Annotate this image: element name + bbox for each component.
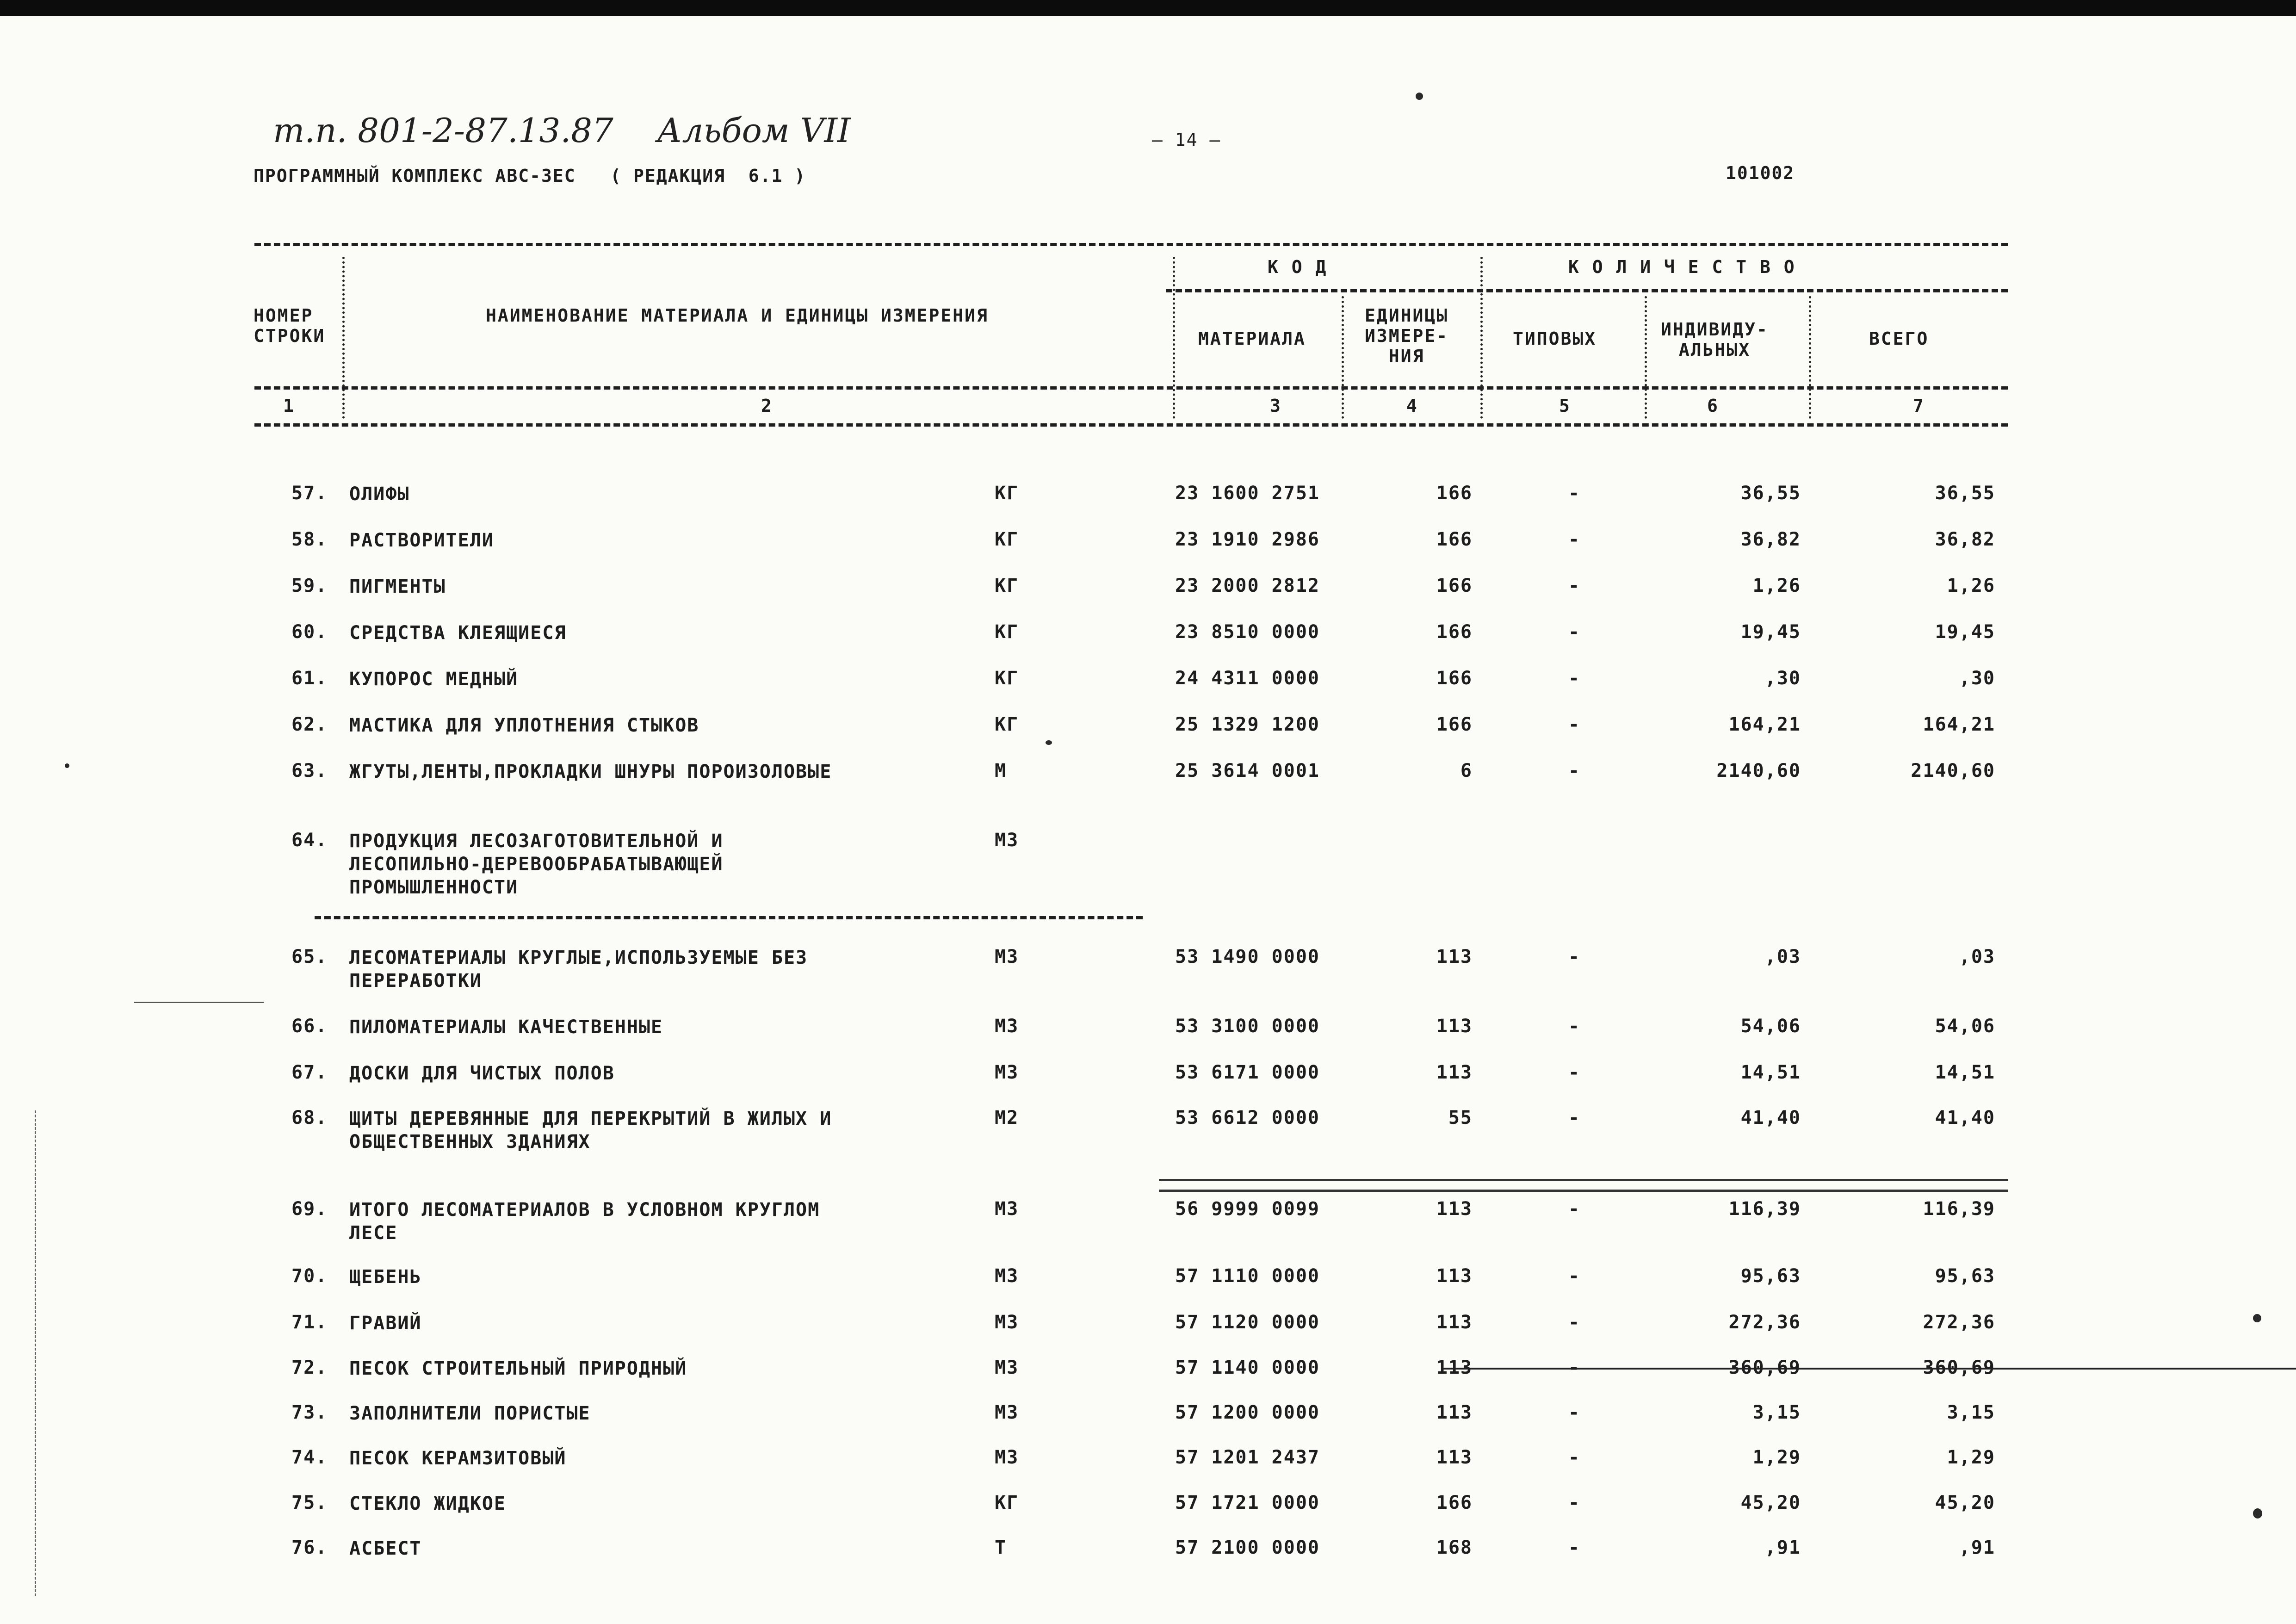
table-row: [0, 946, 2296, 992]
typical-qty: -: [1568, 1062, 1581, 1083]
unit-code: 168: [1436, 1537, 1473, 1558]
col-number-4: 4: [1406, 396, 1418, 416]
program-line: ПРОГРАММНЫЙ КОМПЛЕКС АВС-ЗЕС ( РЕДАКЦИЯ 6.1 ): [254, 166, 806, 186]
unit-code: 166: [1436, 483, 1473, 504]
total-qty: 54,06: [1935, 1016, 1995, 1037]
individual-qty: 272,36: [1728, 1312, 1801, 1333]
material-code: 53 6171 0000: [1175, 1062, 1320, 1083]
typical-qty: -: [1568, 1492, 1581, 1513]
total-qty: 41,40: [1935, 1107, 1995, 1128]
page-number: — 14 —: [1152, 130, 1221, 150]
typical-qty: -: [1568, 1107, 1581, 1128]
individual-qty: 3,15: [1752, 1402, 1801, 1423]
table-row: [0, 1402, 2296, 1430]
material-code: 53 1490 0000: [1175, 946, 1320, 967]
material-name: ЩИТЫ ДЕРЕВЯННЫЕ ДЛЯ ПЕРЕКРЫТИЙ В ЖИЛЫХ И ОБЩЕСТВЕННЫХ ЗДАНИЯХ: [349, 1108, 832, 1153]
header-separator: [342, 257, 345, 419]
material-name: РАСТВОРИТЕЛИ: [349, 530, 494, 551]
unit: КГ: [995, 529, 1019, 550]
unit: М3: [995, 1447, 1019, 1468]
col-header-material-name: НАИМЕНОВАНИЕ МАТЕРИАЛА И ЕДИНИЦЫ ИЗМЕРЕНИЯ: [486, 305, 989, 326]
material-code: 57 2100 0000: [1175, 1537, 1320, 1558]
typical-qty: -: [1568, 1198, 1581, 1220]
unit: КГ: [995, 1492, 1019, 1513]
unit-code: 113: [1436, 1016, 1473, 1037]
material-code: 57 1110 0000: [1175, 1265, 1320, 1287]
table-row: [0, 1492, 2296, 1520]
individual-qty: ,91: [1764, 1537, 1801, 1558]
unit-code: 113: [1436, 946, 1473, 967]
scan-speck: [1046, 740, 1052, 745]
table-row: [0, 668, 2296, 695]
row-number: 69.: [291, 1198, 328, 1220]
material-name: АСБЕСТ: [349, 1538, 422, 1559]
row-number: 62.: [291, 714, 328, 735]
document-id: 101002: [1726, 163, 1795, 183]
row-number: 57.: [291, 483, 328, 504]
material-name: ПРОДУКЦИЯ ЛЕСОЗАГОТОВИТЕЛЬНОЙ И ЛЕСОПИЛЬНО-ДЕРЕВООБРАБАТЫВАЮЩЕЙ ПРОМЫШЛЕННОСТИ: [349, 831, 724, 898]
typical-qty: -: [1568, 529, 1581, 550]
unit-code: 166: [1436, 529, 1473, 550]
unit: М: [995, 760, 1007, 781]
material-name: ОЛИФЫ: [349, 483, 410, 505]
table-row: [0, 1357, 2296, 1385]
typical-qty: -: [1568, 1016, 1581, 1037]
unit-code: 113: [1436, 1198, 1473, 1220]
total-qty: 45,20: [1935, 1492, 1995, 1513]
unit: М3: [995, 1062, 1019, 1083]
material-code: 25 3614 0001: [1175, 760, 1320, 781]
unit-code: 166: [1436, 621, 1473, 643]
individual-qty: 1,29: [1752, 1447, 1801, 1468]
unit: М3: [995, 1265, 1019, 1287]
header-top-rule: [254, 243, 2008, 246]
individual-qty: 36,55: [1740, 483, 1801, 504]
row-number: 68.: [291, 1107, 328, 1128]
table-row: [0, 714, 2296, 742]
unit: КГ: [995, 483, 1019, 504]
material-code: 57 1201 2437: [1175, 1447, 1320, 1468]
table-row: [0, 621, 2296, 649]
individual-qty: 1,26: [1752, 575, 1801, 596]
col-header-total: ВСЕГО: [1869, 329, 1929, 349]
total-qty: 95,63: [1935, 1265, 1995, 1287]
scan-speck: [65, 763, 69, 768]
col-header-unit-code: ЕДИНИЦЫ ИЗМЕРЕ- НИЯ: [1365, 305, 1449, 366]
header-separator: [1809, 296, 1811, 419]
total-qty: 3,15: [1947, 1402, 1995, 1423]
material-name: ЖГУТЫ,ЛЕНТЫ,ПРОКЛАДКИ ШНУРЫ ПОРОИЗОЛОВЫЕ: [349, 761, 832, 782]
individual-qty: 14,51: [1740, 1062, 1801, 1083]
col-group-quantity: К О Л И Ч Е С Т В О: [1568, 257, 1796, 277]
scan-margin-line: [35, 1110, 36, 1596]
unit-code: 55: [1448, 1107, 1473, 1128]
material-code: 23 1600 2751: [1175, 483, 1320, 504]
material-code: 53 3100 0000: [1175, 1016, 1320, 1037]
unit: М3: [995, 830, 1019, 851]
material-name: ПИЛОМАТЕРИАЛЫ КАЧЕСТВЕННЫЕ: [349, 1017, 663, 1038]
individual-qty: 116,39: [1728, 1198, 1801, 1220]
row-number: 65.: [291, 946, 328, 967]
row-number: 76.: [291, 1537, 328, 1558]
header-middle-rule: [254, 386, 2008, 390]
total-qty: 1,26: [1947, 575, 1995, 596]
material-code: 24 4311 0000: [1175, 668, 1320, 689]
table-row: [0, 529, 2296, 557]
unit: КГ: [995, 668, 1019, 689]
table-row: [0, 1198, 2296, 1244]
unit: КГ: [995, 714, 1019, 735]
total-qty: 360,69: [1923, 1357, 1995, 1378]
individual-qty: 2140,60: [1716, 760, 1801, 781]
header-group-rule: [1166, 289, 2008, 292]
unit-code: 113: [1436, 1265, 1473, 1287]
material-name: ПЕСОК СТРОИТЕЛЬНЫЙ ПРИРОДНЫЙ: [349, 1358, 687, 1379]
material-code: 57 1200 0000: [1175, 1402, 1320, 1423]
row-number: 72.: [291, 1357, 328, 1378]
row-number: 70.: [291, 1265, 328, 1287]
typical-qty: -: [1568, 668, 1581, 689]
material-name: ПЕСОК КЕРАМЗИТОВЫЙ: [349, 1448, 567, 1469]
unit: М3: [995, 946, 1019, 967]
table-row: [0, 1537, 2296, 1565]
header-separator: [1645, 296, 1647, 419]
header-bottom-rule: [254, 423, 2008, 427]
col-number-5: 5: [1559, 396, 1571, 416]
unit-code: 113: [1436, 1402, 1473, 1423]
unit: М3: [995, 1402, 1019, 1423]
row-number: 67.: [291, 1062, 328, 1083]
total-qty: 272,36: [1923, 1312, 1995, 1333]
total-qty: 164,21: [1923, 714, 1995, 735]
table-row: [0, 1062, 2296, 1090]
row-number: 73.: [291, 1402, 328, 1423]
col-header-material-code: МАТЕРИАЛА: [1198, 329, 1306, 349]
table-row: [0, 1312, 2296, 1339]
unit-code: 113: [1436, 1312, 1473, 1333]
table-row: [0, 1107, 2296, 1153]
unit: М2: [995, 1107, 1019, 1128]
row-number: 66.: [291, 1016, 328, 1037]
individual-qty: 164,21: [1728, 714, 1801, 735]
col-number-1: 1: [283, 396, 295, 416]
total-qty: ,30: [1959, 668, 1995, 689]
typical-qty: -: [1568, 1537, 1581, 1558]
total-qty: 36,55: [1935, 483, 1995, 504]
total-qty: ,03: [1959, 946, 1995, 967]
row-number: 75.: [291, 1492, 328, 1513]
table-row: [0, 760, 2296, 788]
typical-qty: -: [1568, 1312, 1581, 1333]
table-row: [0, 1016, 2296, 1043]
header-separator: [1480, 257, 1483, 419]
material-name: ЗАПОЛНИТЕЛИ ПОРИСТЫЕ: [349, 1403, 591, 1424]
header-separator: [1173, 257, 1175, 419]
col-number-7: 7: [1913, 396, 1925, 416]
unit: М3: [995, 1312, 1019, 1333]
typical-qty: -: [1568, 946, 1581, 967]
total-separator-rule: [1159, 1179, 2008, 1192]
col-header-row-number: НОМЕР СТРОКИ: [254, 305, 326, 346]
material-code: 56 9999 0099: [1175, 1198, 1320, 1220]
row-number: 61.: [291, 668, 328, 689]
unit-code: 113: [1436, 1357, 1473, 1378]
unit: М3: [995, 1198, 1019, 1220]
row-number: 58.: [291, 529, 328, 550]
material-name: ЛЕСОМАТЕРИАЛЫ КРУГЛЫЕ,ИСПОЛЬЗУЕМЫЕ БЕЗ ПЕРЕРАБОТКИ: [349, 947, 808, 992]
material-name: СРЕДСТВА КЛЕЯЩИЕСЯ: [349, 622, 567, 644]
unit-code: 113: [1436, 1447, 1473, 1468]
individual-qty: 19,45: [1740, 621, 1801, 643]
table-row: [0, 830, 2296, 898]
material-name: ПИГМЕНТЫ: [349, 576, 446, 597]
individual-qty: 36,82: [1740, 529, 1801, 550]
col-number-3: 3: [1270, 396, 1282, 416]
typical-qty: -: [1568, 483, 1581, 504]
material-name: ГРАВИЙ: [349, 1313, 422, 1334]
typical-qty: -: [1568, 1265, 1581, 1287]
unit-code: 6: [1460, 760, 1473, 781]
typical-qty: -: [1568, 760, 1581, 781]
unit-code: 166: [1436, 1492, 1473, 1513]
typical-qty: -: [1568, 1357, 1581, 1378]
row-number: 60.: [291, 621, 328, 643]
section-rule: [315, 916, 1143, 919]
row-number: 74.: [291, 1447, 328, 1468]
individual-qty: 360,69: [1728, 1357, 1801, 1378]
table-row: [0, 483, 2296, 510]
project-code: т.п. 801-2-87.13.87: [273, 111, 613, 150]
scan-speck: [2253, 1314, 2261, 1322]
material-name: ЩЕБЕНЬ: [349, 1266, 422, 1288]
individual-qty: 95,63: [1740, 1265, 1801, 1287]
individual-qty: 41,40: [1740, 1107, 1801, 1128]
table-row: [0, 1265, 2296, 1293]
typical-qty: -: [1568, 621, 1581, 643]
total-qty: 116,39: [1923, 1198, 1995, 1220]
material-code: 23 8510 0000: [1175, 621, 1320, 643]
material-code: 23 2000 2812: [1175, 575, 1320, 596]
unit-code: 166: [1436, 714, 1473, 735]
unit: М3: [995, 1357, 1019, 1378]
unit-code: 166: [1436, 575, 1473, 596]
scan-speck: [2253, 1508, 2262, 1519]
typical-qty: -: [1568, 714, 1581, 735]
unit-code: 166: [1436, 668, 1473, 689]
individual-qty: ,30: [1764, 668, 1801, 689]
material-name: ИТОГО ЛЕСОМАТЕРИАЛОВ В УСЛОВНОМ КРУГЛОМ ЛЕСЕ: [349, 1199, 820, 1244]
scan-margin-line: [134, 1002, 264, 1003]
total-qty: 19,45: [1935, 621, 1995, 643]
table-row: [0, 1447, 2296, 1475]
material-code: 57 1120 0000: [1175, 1312, 1320, 1333]
col-header-typical: ТИПОВЫХ: [1513, 329, 1597, 349]
album-label: Альбом VII: [657, 111, 851, 150]
material-code: 57 1721 0000: [1175, 1492, 1320, 1513]
material-name: СТЕКЛО ЖИДКОЕ: [349, 1493, 507, 1514]
row-number: 71.: [291, 1312, 328, 1333]
typical-qty: -: [1568, 1447, 1581, 1468]
total-qty: 2140,60: [1911, 760, 1995, 781]
unit: Т: [995, 1537, 1007, 1558]
col-number-6: 6: [1707, 396, 1719, 416]
strike-line: [1443, 1368, 2296, 1370]
individual-qty: ,03: [1764, 946, 1801, 967]
typical-qty: -: [1568, 575, 1581, 596]
row-number: 64.: [291, 830, 328, 851]
material-code: 23 1910 2986: [1175, 529, 1320, 550]
row-number: 59.: [291, 575, 328, 596]
total-qty: 14,51: [1935, 1062, 1995, 1083]
material-name: КУПОРОС МЕДНЫЙ: [349, 669, 519, 690]
individual-qty: 54,06: [1740, 1016, 1801, 1037]
material-name: ДОСКИ ДЛЯ ЧИСТЫХ ПОЛОВ: [349, 1063, 615, 1084]
material-code: 57 1140 0000: [1175, 1357, 1320, 1378]
material-name: МАСТИКА ДЛЯ УПЛОТНЕНИЯ СТЫКОВ: [349, 715, 699, 736]
individual-qty: 45,20: [1740, 1492, 1801, 1513]
material-code: 25 1329 1200: [1175, 714, 1320, 735]
unit-code: 113: [1436, 1062, 1473, 1083]
col-group-code: К О Д: [1268, 257, 1328, 277]
unit: КГ: [995, 621, 1019, 643]
scan-speck: [1416, 93, 1423, 100]
col-header-individual: ИНДИВИДУ- АЛЬНЫХ: [1661, 319, 1769, 360]
col-number-2: 2: [761, 396, 773, 416]
typical-qty: -: [1568, 1402, 1581, 1423]
material-code: 53 6612 0000: [1175, 1107, 1320, 1128]
total-qty: 36,82: [1935, 529, 1995, 550]
total-qty: ,91: [1959, 1537, 1995, 1558]
header-separator: [1342, 296, 1344, 419]
row-number: 63.: [291, 760, 328, 781]
unit: М3: [995, 1016, 1019, 1037]
total-qty: 1,29: [1947, 1447, 1995, 1468]
unit: КГ: [995, 575, 1019, 596]
scan-top-edge: [0, 0, 2296, 16]
table-row: [0, 575, 2296, 603]
